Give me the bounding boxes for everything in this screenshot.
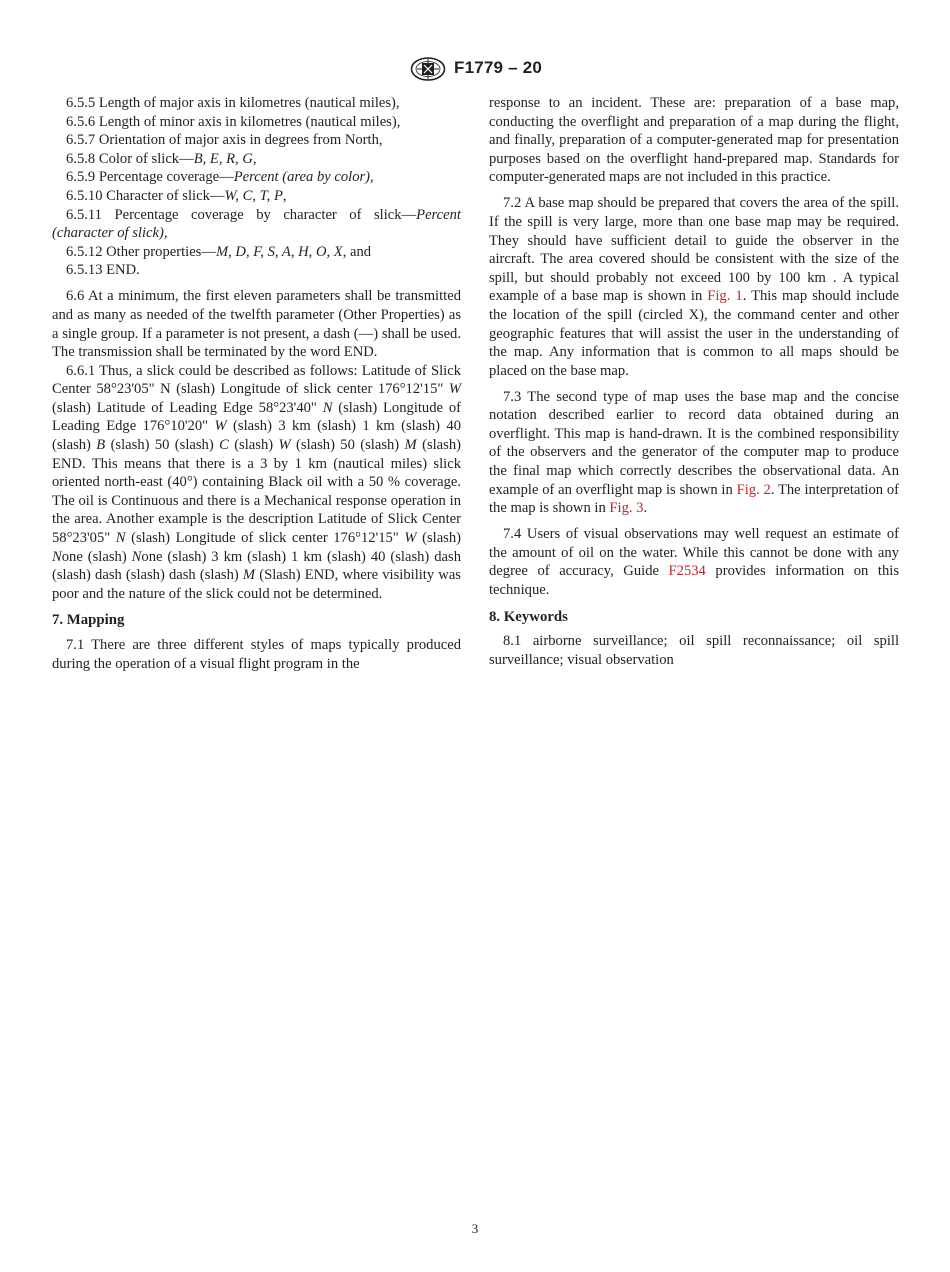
section-heading-keywords: 8. Keywords — [489, 608, 568, 625]
text-run: M — [404, 437, 417, 454]
item-6-5-7: 6.5.7 Orientation of major axis in degrees from North, — [66, 132, 383, 149]
text-run: N — [52, 548, 62, 565]
paragraph-8-1: 8.1 airborne surveillance; oil spill reconnaissance; oil spill surveillance; visual observation — [489, 633, 899, 668]
text-run: (slash) 3 km (slash) 1 km (slash) 40 (slash) — [52, 418, 461, 454]
left-column — [52, 94, 461, 673]
item-value: W, C, T, P — [224, 187, 283, 204]
figure-1-link[interactable]: Fig. 1 — [707, 288, 743, 305]
item-label: 6.5.11 Percentage coverage by character of slick— — [66, 206, 417, 223]
item-label: 6.5.8 Color of slick— — [66, 150, 194, 167]
text-run: W — [404, 530, 417, 547]
item-6-5-6: 6.5.6 Length of minor axis in kilometres (nautical miles), — [66, 113, 401, 130]
text-run: . This map should include the location of the spill (circled X), the command center and other geographic features that will assist the user in the understanding of the map. Any information that is common to all maps should be placed on the base map. — [489, 288, 899, 379]
paragraph-7-4 — [489, 525, 899, 599]
item-punct: , — [252, 150, 257, 167]
astm-logo-icon — [410, 57, 446, 81]
text-run: 7.3 The second type of map uses the base map and the concise notation described earlier to record data obtained during an overflight. This map is hand-drawn. It is the combined responsibility of the observers and the generator of the computer map to produce the final map which correctly describes the observational data. An example of an overflight map is shown in — [489, 388, 899, 498]
text-run: provides information on this technique. — [489, 563, 899, 599]
text-run: (slash) Latitude of Leading Edge 58°23'40" — [52, 399, 323, 416]
item-6-5-9 — [52, 168, 461, 187]
text-run: W — [214, 418, 227, 435]
item-value: B, E, R, G — [193, 150, 253, 167]
text-run: . — [643, 500, 648, 517]
figure-2-link[interactable]: Fig. 2 — [736, 481, 771, 498]
text-run: one (slash) 3 km (slash) 1 km (slash) 40 (slash) dash (slash) dash (slash) dash (slash) — [52, 548, 461, 584]
text-run: 6.6.1 Thus, a slick could be described as follows: Latitude of Slick Center 58°23'05" N (slash) Longitude of slick center 176°12'15" — [52, 362, 461, 398]
item-label: 6.5.9 Percentage coverage— — [66, 169, 234, 186]
page-number: 3 — [471, 1221, 479, 1236]
item-6-5-11 — [52, 206, 461, 243]
item-6-5-13: 6.5.13 END. — [66, 262, 140, 279]
section-heading-mapping: 7. Mapping — [52, 612, 125, 629]
page-header — [0, 57, 950, 81]
item-punct: , — [370, 169, 374, 186]
text-run: (slash) Longitude of Leading Edge 176°10'20" — [52, 399, 461, 435]
text-run: W — [278, 437, 291, 454]
text-run: (slash) 50 (slash) — [105, 437, 220, 454]
text-run: B — [96, 437, 106, 454]
text-run: (slash) 50 (slash) — [290, 437, 405, 454]
figure-3-link[interactable]: Fig. 3 — [609, 500, 644, 517]
item-punct: , — [282, 187, 287, 204]
text-run: (Slash) END, where visibility was poor and the nature of the slick could not be determined. — [52, 567, 461, 602]
text-run: 7.4 Users of visual observations may well request an estimate of the amount of oil on the water. While this cannot be done with any degree of accuracy, Guide — [489, 526, 899, 580]
text-run: M — [242, 567, 256, 584]
item-punct: , and — [342, 243, 372, 260]
item-label: 6.5.10 Character of slick— — [66, 187, 225, 204]
right-column — [489, 94, 899, 669]
paragraph-6-6: 6.6 At a minimum, the first eleven parameters shall be transmitted and as many as needed of the twelfth parameter (Other Properties) as a single group. If a parameter is not present, a dash (—) shall be used. The transmission shall be terminated by the word END. — [52, 288, 461, 361]
paragraph-7-1: 7.1 There are three different styles of maps typically produced during the operation of a visual flight program in the — [52, 637, 461, 672]
text-run: C — [219, 437, 229, 454]
text-run: N — [131, 548, 142, 565]
text-run: (slash) END. This means that there is a 3 by 1 km (nautical miles) slick oriented north-east (40°) containing Black oil with a 50 % coverage. The oil is Continuous and there is a Mechanical response operation in the area. Another example is the description Latitude of Slick Center 58°23'05" — [52, 437, 461, 547]
item-6-5-8 — [52, 150, 461, 169]
item-value: Percent (character of slick), — [52, 206, 461, 242]
text-run: one (slash) — [61, 548, 132, 565]
text-run: N — [322, 399, 333, 416]
text-run: 7.2 A base map should be prepared that covers the area of the spill. If the spill is very large, more than one base map may be required. They should have sufficient detail to guide the observer in the aircraft. The area covered should be consistent with the size of the spill, but should probably not exceed 100 by 100 km . A typical example of a base map is shown in — [489, 195, 899, 305]
paragraph-7-2 — [489, 194, 899, 380]
paragraph-7-1-continued: response to an incident. These are: preparation of a base map, conducting the overflight and preparation of a map during the flight, and finally, preparation of a computer-generated map for presentation purposes based on the overflight hand-prepared map. Standards for computer-generated maps are not included in this practice. — [489, 95, 899, 186]
text-run: (slash) Longitude of slick center 176°12'15" — [125, 530, 405, 547]
text-run: (slash) — [416, 530, 462, 547]
item-6-5-10 — [52, 187, 461, 206]
item-6-5-12 — [52, 243, 461, 262]
item-6-5-5: 6.5.5 Length of major axis in kilometres (nautical miles), — [66, 95, 400, 111]
text-run: . The interpretation of the map is shown in — [489, 481, 900, 517]
text-run: W — [448, 381, 461, 398]
item-label: 6.5.12 Other properties— — [66, 243, 216, 260]
text-run: (slash) — [228, 437, 279, 454]
guide-f2534-link[interactable]: F2534 — [668, 563, 706, 580]
item-value: Percent (area by color) — [233, 169, 371, 186]
document-designation: F1779 – 20 — [454, 58, 543, 77]
paragraph-6-6-1 — [52, 362, 461, 604]
text-run: N — [115, 530, 126, 547]
paragraph-7-3 — [489, 388, 899, 518]
item-value: M, D, F, S, A, H, O, X — [215, 243, 343, 260]
